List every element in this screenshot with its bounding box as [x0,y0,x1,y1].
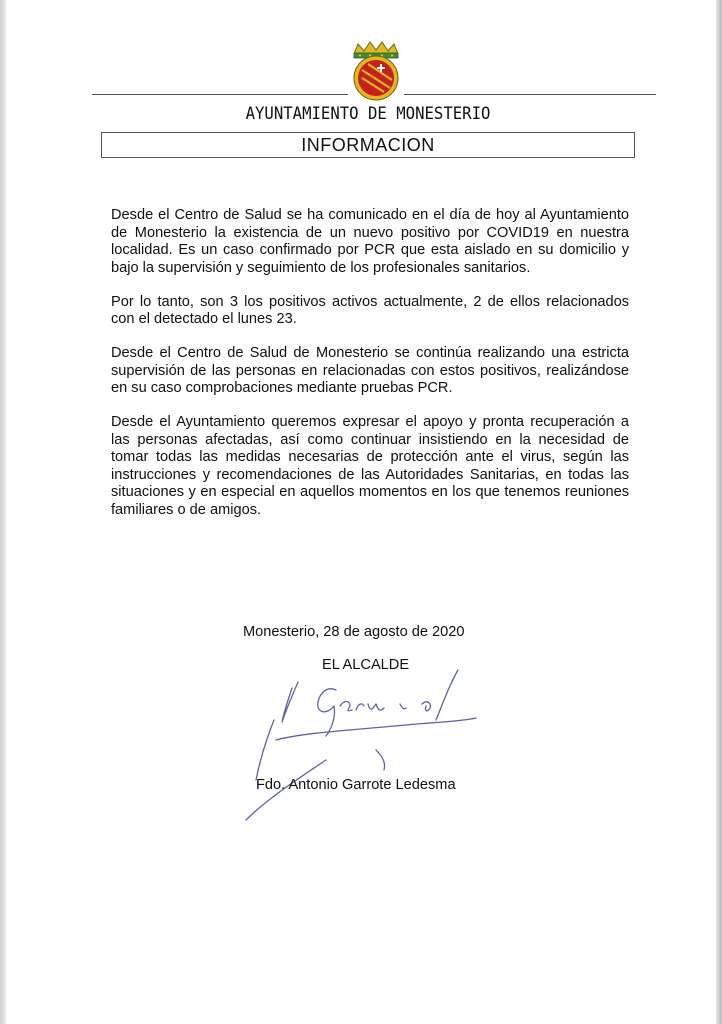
council-name: AYUNTAMIENTO DE MONESTERIO [245,104,491,124]
paragraph: Desde el Centro de Salud se ha comunicado en el día de hoy al Ayuntamiento de Monesterio la existencia de un nuevo positivo por COVID19 en nuestra localidad. Es un caso confirmado por PCR que esta aislado en su domicilio y bajo la supervisión y seguimiento de los profesionales sanitarios. [111,207,629,276]
header-rule-right [404,94,656,95]
section-title-box: INFORMACION [101,132,635,158]
mayor-title: EL ALCALDE [322,657,410,673]
council-crest-logo [348,40,404,102]
paragraph: Desde el Centro de Salud de Monesterio se continúa realizando una estricta supervisión de las personas en relacionadas con estos positivos, realizándose en su caso comprobaciones mediante pruebas PCR. [111,345,629,396]
handwritten-signature [236,660,486,825]
page-shadow-right [716,0,722,1024]
place-and-date: Monesterio, 28 de agosto de 2020 [243,624,465,640]
header-rule-left [92,94,348,95]
signatory-name: Fdo. Antonio Garrote Ledesma [256,777,456,793]
document-body [111,207,629,536]
paragraph: Por lo tanto, son 3 los positivos activos actualmente, 2 de ellos relacionados con el detectado el lunes 23. [111,293,629,327]
paragraph: Desde el Ayuntamiento queremos expresar el apoyo y pronta recuperación a las personas afectadas, así como continuar insistiendo en la necesidad de tomar todas las medidas necesarias de protección ante el virus, según las instrucciones y recomendaciones de las Autoridades Sanitarias, en todas las situaciones y en especial en aquellos momentos en los que tenemos reuniones familiares o de amigos. [111,414,629,518]
